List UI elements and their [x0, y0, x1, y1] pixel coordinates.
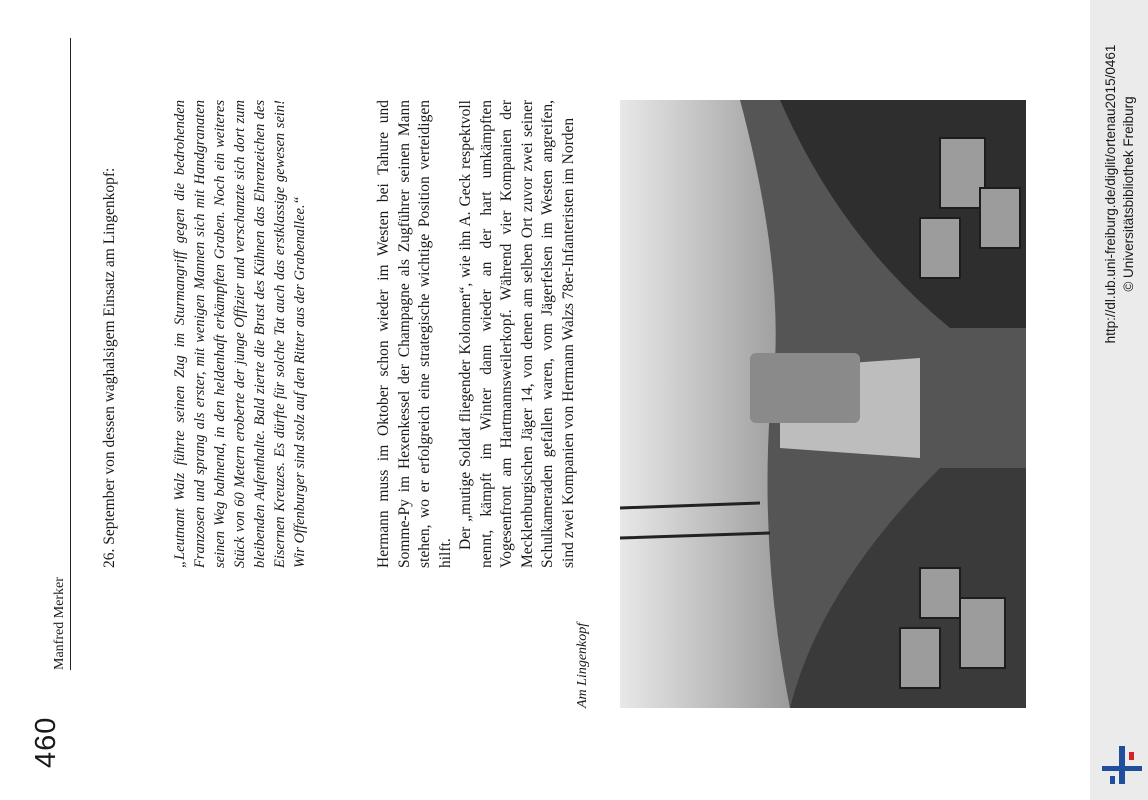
- running-head-author: Manfred Merker: [52, 577, 67, 670]
- main-paragraph-1: Hermann muss im Oktober schon wieder im Westen bei Tahure und Somme-Py im Hexenkessel der Champagne als Zugführer seinen Mann stehen, wo er erfolgreich eine strategische wichtige Position verteidigen hilft.: [375, 100, 454, 568]
- main-paragraph-2: Der „mutige Soldat fliegender Kolonnen“, wie ihn A. Geck respektvoll nennt, kämpft im Winter dann wieder an der hart umkämpften Vogesenfront am Hartmannsweilerkopf. Während vier Kompanien der Mecklenburgischen Jäger 14, von denen am selben Ort zuvor zwei seiner Schulkameraden gefallen waren, vom Jägerfelsen im Westen angreifen, sind zwei Kompanien von Hermann Walzs 78er-Infanteristen im Norden: [457, 100, 577, 568]
- header-rule: [70, 38, 71, 670]
- page-number: 460: [30, 716, 62, 768]
- sidebar-text: [1102, 8, 1142, 380]
- copyright-notice: © Universitätsbibliothek Freiburg: [1121, 96, 1136, 292]
- photo-caption: Am Lingenkopf: [575, 622, 590, 708]
- intro-paragraph: 26. September von dessen waghalsigem Einsatz am Lingenkopf:: [101, 167, 118, 568]
- source-url-link[interactable]: http://dl.ub.uni-freiburg.de/diglit/ortenau2015/0461: [1103, 44, 1118, 344]
- quote-block: „Leutnant Walz führte seinen Zug im Sturmangriff gegen die bedrohenden Franzosen und sprang als erster, mit wenigen Mannen sich mit Handgranaten seinen Weg bahnend, in den heldenhaft erkämpften Graben. Noch ein weiteres Stück von 60 Metern eroberte der junge Offizier und verschanzte sich dort zum bleibenden Aufenthalte. Bald zierte die Brust des Kühnen das Ehrenzeichen des Eisernen Kreuzes. Es dürfte für solche Tat auch das erstklassige gewesen sein! Wir Offenburger sind stolz auf den Ritter aus der Grabenallee.“: [172, 100, 308, 568]
- trench-photo: [620, 100, 1026, 708]
- main-text: [374, 100, 579, 568]
- university-library-logo-icon: [1100, 742, 1144, 788]
